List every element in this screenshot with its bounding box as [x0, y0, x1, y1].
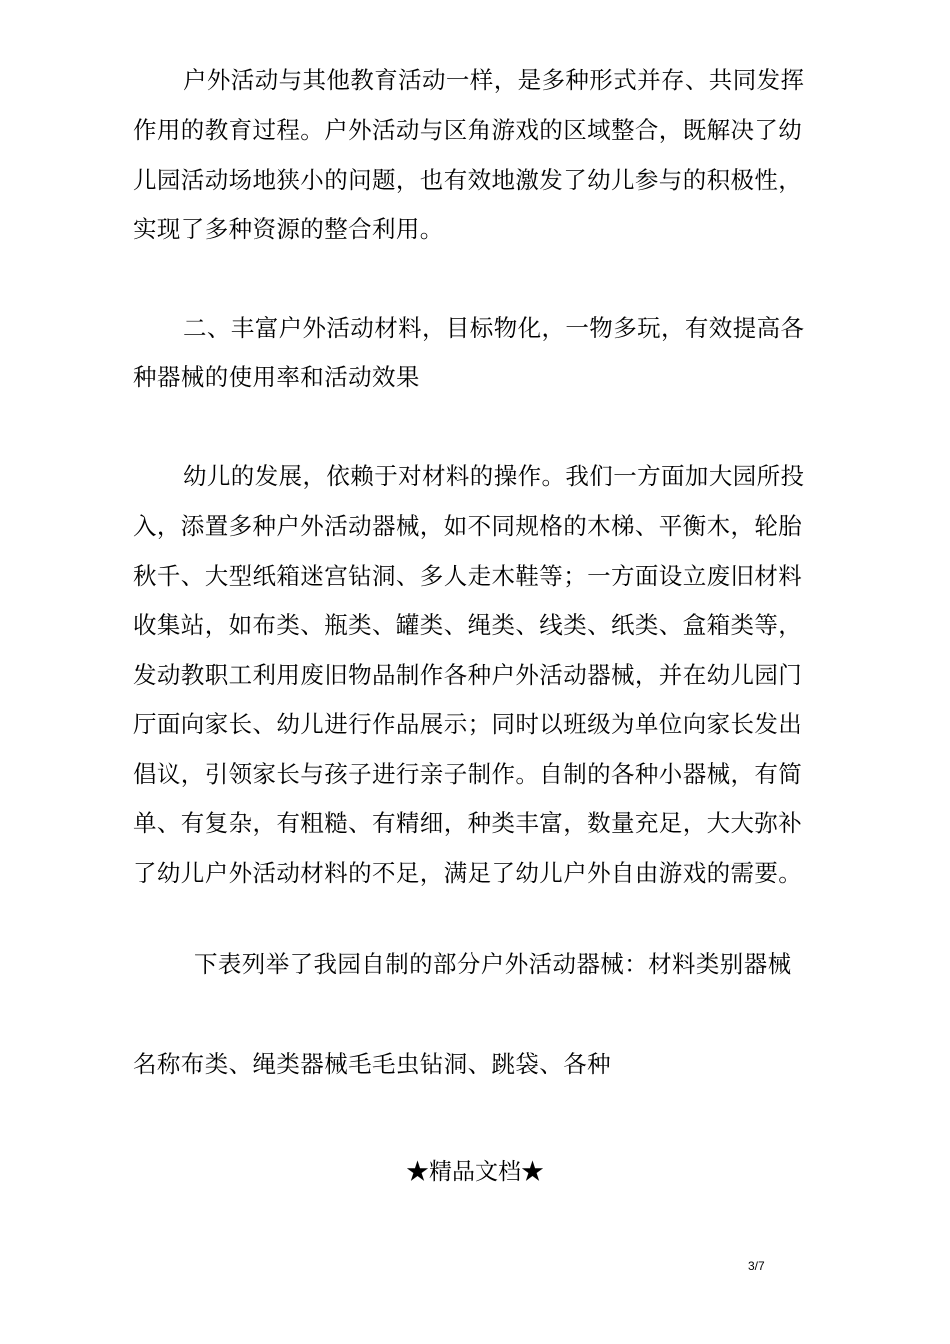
paragraph-line: 秋千、大型纸箱迷宫钻洞、多人走木鞋等；一方面设立废旧材料: [133, 562, 803, 590]
paragraph-line: 发动教职工利用废旧物品制作各种户外活动器械，并在幼儿园门: [133, 661, 803, 689]
paragraph-line: 儿园活动场地狭小的问题，也有效地激发了幼儿参与的积极性，: [133, 166, 803, 194]
paragraph-line: 厅面向家长、幼儿进行作品展示；同时以班级为单位向家长发出: [133, 710, 803, 738]
footer-mark: ★精品文档★: [406, 1159, 544, 1185]
paragraph-line: 实现了多种资源的整合利用。: [133, 215, 444, 243]
paragraph-line: 入，添置多种户外活动器械，如不同规格的木梯、平衡木，轮胎: [133, 512, 803, 540]
paragraph-line: 倡议，引领家长与孩子进行亲子制作。自制的各种小器械，有简: [133, 760, 803, 788]
paragraph-line: 幼儿的发展，依赖于对材料的操作。我们一方面加大园所投: [183, 462, 805, 490]
paragraph-line: 二、丰富户外活动材料，目标物化，一物多玩，有效提高各: [183, 314, 805, 342]
paragraph-line: 种器械的使用率和活动效果: [133, 363, 420, 391]
paragraph-line: 收集站，如布类、瓶类、罐类、绳类、线类、纸类、盒箱类等，: [133, 611, 803, 639]
page-number: 3/7: [748, 1259, 765, 1273]
paragraph-line: 作用的教育过程。户外活动与区角游戏的区域整合，既解决了幼: [133, 116, 803, 144]
paragraph-line: 下表列举了我园自制的部分户外活动器械：材料类别器械: [194, 950, 792, 978]
paragraph-line: 名称布类、绳类器械毛毛虫钻洞、跳袋、各种: [133, 1050, 611, 1078]
paragraph-line: 单、有复杂，有粗糙、有精细，种类丰富，数量充足，大大弥补: [133, 809, 803, 837]
paragraph-line: 了幼儿户外活动材料的不足，满足了幼儿户外自由游戏的需要。: [133, 859, 803, 887]
paragraph-line: 户外活动与其他教育活动一样，是多种形式并存、共同发挥: [183, 66, 805, 94]
